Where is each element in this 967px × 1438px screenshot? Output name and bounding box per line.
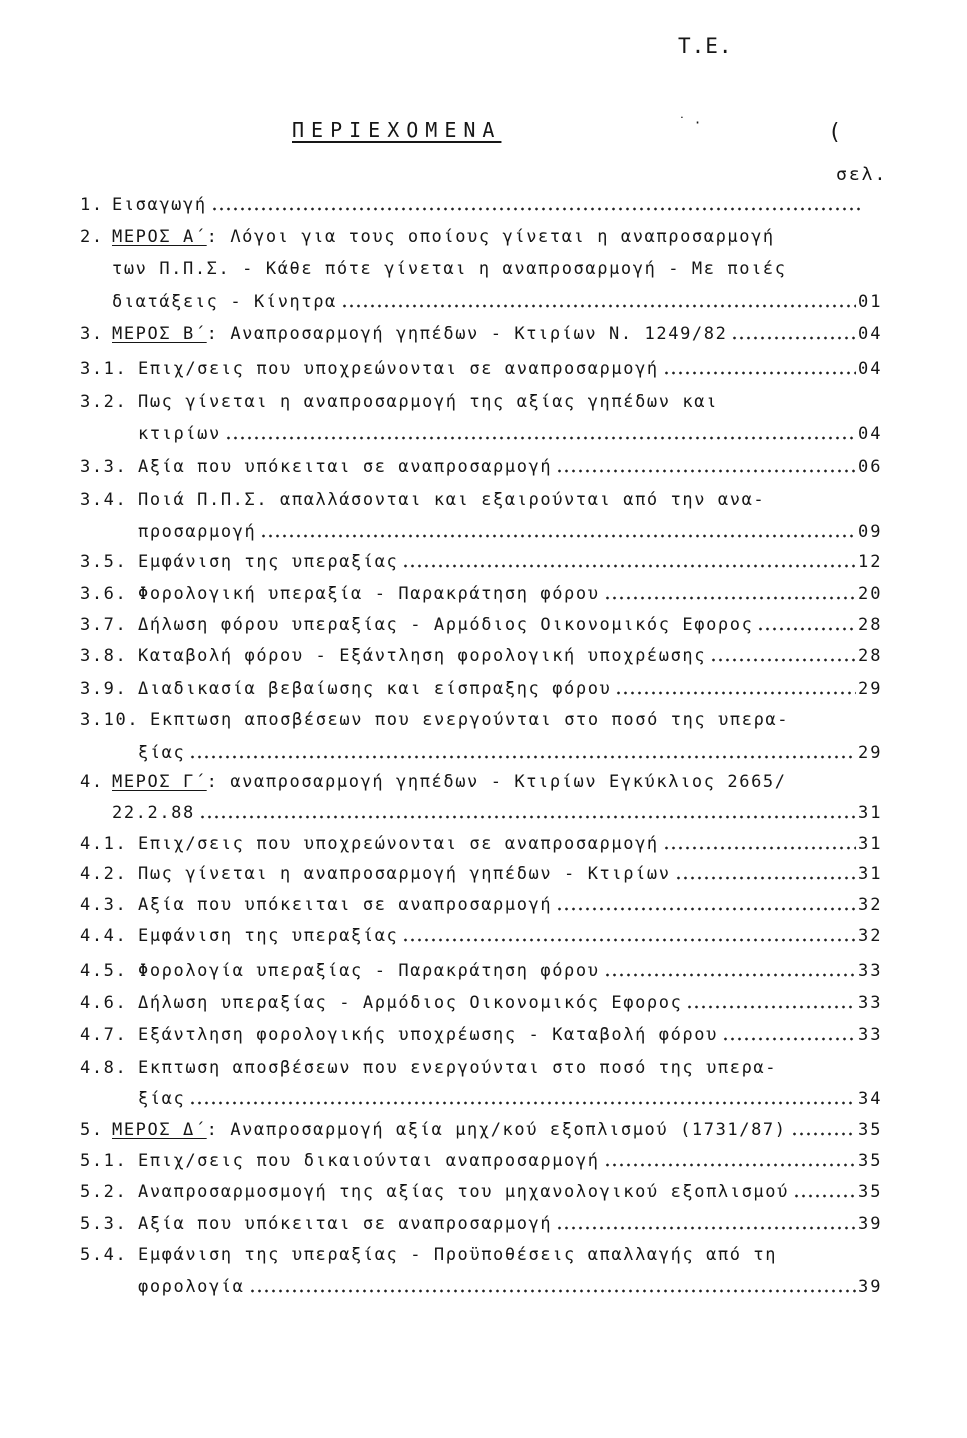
toc-entry-number: 4.6. [80, 993, 128, 1013]
toc-entry-title: : Λόγοι για τους οποίους γίνεται η αναπροσαρμογή [206, 227, 775, 247]
toc-entry-number: 3.6. [80, 584, 128, 604]
toc-part-heading: ΜΕΡΟΣ Β΄ [112, 324, 207, 344]
toc-entry-title: : Αναπροσαρμογή γηπέδων - Κτιρίων Ν. 1249/82 [206, 324, 728, 344]
page-title: ΠΕΡΙΕΧΟΜΕΝΑ [292, 118, 502, 142]
toc-entry-title: Αναπροσαρμοσμογή της αξίας του μηχανολογικού εξοπλισμού [138, 1182, 789, 1202]
toc-entry-title: ξίας [138, 1089, 186, 1109]
toc-page-number: 32 [858, 926, 883, 946]
toc-entry [0, 1243, 967, 1267]
toc-entry [0, 1149, 967, 1173]
toc-entry [0, 1087, 967, 1111]
dot-leader [189, 755, 856, 759]
toc-entry-number: 4.3. [80, 895, 128, 915]
toc-page-number: 39 [858, 1277, 883, 1297]
dot-leader [199, 815, 856, 819]
toc-entry-title: Διαδικασία βεβαίωσης και είσπραξης φόρου [138, 679, 612, 699]
toc-entry-number: 3.5. [80, 552, 128, 572]
dot-leader [604, 1163, 856, 1167]
toc-entry-title: Εμφάνιση της υπεραξίας [138, 552, 399, 572]
dot-leader [793, 1194, 856, 1198]
toc-entry [0, 193, 967, 217]
toc-page-number: 29 [858, 743, 883, 763]
toc-entry-number: 5.1. [80, 1151, 128, 1171]
dot-leader [604, 973, 856, 977]
toc-entry-title: : Αναπροσαρμογή αξία μηχ/κού εξοπλισμού (1731/87) [206, 1120, 787, 1140]
toc-entry [0, 390, 967, 414]
toc-entry-title: Εξάντληση φορολογικής υποχρέωσης - Καταβολή φόρου [138, 1025, 718, 1045]
toc-entry [0, 708, 967, 732]
toc-entry-title: Αξία που υπόκειται σε αναπροσαρμογή [138, 895, 553, 915]
toc-page-number: 39 [858, 1214, 883, 1234]
toc-page-number: 28 [858, 615, 883, 635]
toc-entry-number: 2. [80, 227, 104, 247]
toc-page-number: 31 [858, 803, 883, 823]
toc-entry [0, 1023, 967, 1047]
toc-page-number: 35 [858, 1120, 883, 1140]
toc-entry-title: Εμφάνιση της υπεραξίας - Προϋποθέσεις απαλλαγής από τη [138, 1245, 778, 1265]
toc-entry [0, 1118, 967, 1142]
dot-leader [341, 304, 856, 308]
toc-page-number: 01 [858, 292, 883, 312]
dot-leader [556, 1226, 856, 1230]
dot-leader [189, 1101, 856, 1105]
toc-page-number: 20 [858, 584, 883, 604]
toc-entry [0, 770, 967, 794]
dot-leader [615, 691, 856, 695]
toc-page-number: 04 [858, 324, 883, 344]
toc-entry-number: 5.4. [80, 1245, 128, 1265]
toc-entry [0, 644, 967, 668]
dot-leader [556, 469, 856, 473]
toc-entry [0, 322, 967, 346]
toc-entry-title: Επιχ/σεις που δικαιούνται αναπροσαρμογή [138, 1151, 600, 1171]
toc-entry-number: 3.10. [80, 710, 140, 730]
toc-entry-title: Φορολογική υπεραξία - Παρακράτηση φόρου [138, 584, 600, 604]
toc-entry-number: 1. [80, 195, 104, 215]
toc-entry [0, 357, 967, 381]
page-corner-mark: Τ.Ε. [678, 34, 733, 58]
toc-entry [0, 832, 967, 856]
toc-entry [0, 550, 967, 574]
toc-entry-title: 22.2.88 [112, 803, 195, 823]
toc-entry-number: 4.7. [80, 1025, 128, 1045]
toc-entry [0, 1275, 967, 1299]
toc-page-number: 09 [858, 522, 883, 542]
dot-leader [604, 596, 856, 600]
toc-page-number: 35 [858, 1182, 883, 1202]
toc-entry-title: Καταβολή φόρου - Εξάντληση φορολογική υποχρέωσης [138, 646, 707, 666]
toc-entry-number: 3.7. [80, 615, 128, 635]
toc-entry-title: Δήλωση φόρου υπεραξίας - Αρμόδιος Οικονομικός Εφορος [138, 615, 754, 635]
toc-entry-title: Πως γίνεται η αναπροσαρμογή της αξίας γηπέδων και [138, 392, 718, 412]
toc-entry [0, 741, 967, 765]
toc-entry-number: 4. [80, 772, 104, 792]
toc-entry-number: 5. [80, 1120, 104, 1140]
toc-part-heading: ΜΕΡΟΣ Α΄ [112, 227, 207, 247]
dot-leader [675, 876, 856, 880]
toc-page-number: 29 [858, 679, 883, 699]
toc-entry-number: 3.3. [80, 457, 128, 477]
toc-entry [0, 613, 967, 637]
toc-entry-title: Επιχ/σεις που υποχρεώνονται σε αναπροσαρμογή [138, 359, 659, 379]
toc-entry [0, 862, 967, 886]
toc-page-number: 31 [858, 834, 883, 854]
toc-entry-title: διατάξεις - Κίνητρα [112, 292, 337, 312]
toc-entry-title: Εμφάνιση της υπεραξίας [138, 926, 399, 946]
toc-entry-number: 3.9. [80, 679, 128, 699]
toc-entry-title: Πως γίνεται η αναπροσαρμογή γηπέδων - Κτιρίων [138, 864, 671, 884]
dot-leader [757, 627, 856, 631]
toc-page-number: 33 [858, 1025, 883, 1045]
dot-leader [225, 436, 856, 440]
toc-entry-number: 3.2. [80, 392, 128, 412]
toc-entry [0, 801, 967, 825]
toc-entry [0, 225, 967, 249]
dot-leader [260, 534, 856, 538]
toc-entry [0, 959, 967, 983]
toc-entry-number: 4.2. [80, 864, 128, 884]
dot-leader [402, 564, 856, 568]
toc-entry [0, 1056, 967, 1080]
toc-entry [0, 677, 967, 701]
toc-entry-title: Φορολογία υπεραξίας - Παρακράτηση φόρου [138, 961, 600, 981]
dot-leader [211, 207, 864, 211]
toc-entry [0, 991, 967, 1015]
dot-leader [686, 1005, 856, 1009]
toc-page-number: 34 [858, 1089, 883, 1109]
toc-entry-number: 4.4. [80, 926, 128, 946]
toc-entry-number: 4.1. [80, 834, 128, 854]
toc-entry-number: 3.4. [80, 490, 128, 510]
toc-entry [0, 422, 967, 446]
dot-leader [663, 846, 856, 850]
dot-leader [402, 938, 856, 942]
toc-entry-title: Επιχ/σεις που υποχρεώνονται σε αναπροσαρμογή [138, 834, 659, 854]
toc-entry-title: φορολογία [138, 1277, 245, 1297]
toc-entry-title: Αξία που υπόκειται σε αναπροσαρμογή [138, 457, 553, 477]
stray-parenthesis: ( [828, 120, 842, 145]
toc-part-heading: ΜΕΡΟΣ Γ΄ [112, 772, 207, 792]
toc-part-heading: ΜΕΡΟΣ Δ΄ [112, 1120, 207, 1140]
toc-entry [0, 1180, 967, 1204]
toc-entry [0, 290, 967, 314]
toc-entry-title: Εισαγωγή [112, 195, 207, 215]
dot-leader [722, 1037, 856, 1041]
toc-entry-title: ξίας [138, 743, 186, 763]
toc-page-number: 12 [858, 552, 883, 572]
toc-entry-number: 3.1. [80, 359, 128, 379]
toc-entry-number: 3.8. [80, 646, 128, 666]
dot-leader [710, 658, 856, 662]
stray-marks: ˙ · [678, 116, 702, 131]
toc-entry-title: Εκπτωση αποσβέσεων που ενεργούνται στο ποσό της υπερα- [150, 710, 790, 730]
toc-entry-title: Δήλωση υπεραξίας - Αρμόδιος Οικονομικός Εφορος [138, 993, 683, 1013]
dot-leader [731, 336, 856, 340]
toc-entry-number: 4.8. [80, 1058, 128, 1078]
toc-page-number: 33 [858, 961, 883, 981]
toc-entry [0, 455, 967, 479]
dot-leader [556, 907, 856, 911]
toc-page-number: 31 [858, 864, 883, 884]
dot-leader [663, 371, 856, 375]
dot-leader [249, 1289, 856, 1293]
toc-page-number: 06 [858, 457, 883, 477]
toc-entry [0, 582, 967, 606]
toc-entry-title: : αναπροσαρμογή γηπέδων - Κτιρίων Εγκύκλιος 2665/ [206, 772, 787, 792]
toc-entry-number: 3. [80, 324, 104, 344]
toc-entry [0, 520, 967, 544]
dot-leader [791, 1132, 856, 1136]
toc-entry-title: Αξία που υπόκειται σε αναπροσαρμογή [138, 1214, 553, 1234]
toc-entry [0, 924, 967, 948]
toc-entry-number: 4.5. [80, 961, 128, 981]
page-column-label: σελ. [836, 164, 888, 185]
toc-entry-title: προσαρμογή [138, 522, 257, 542]
toc-entry-number: 5.3. [80, 1214, 128, 1234]
toc-entry [0, 1212, 967, 1236]
toc-entry-title: κτιρίων [138, 424, 221, 444]
toc-page-number: 04 [858, 424, 883, 444]
toc-entry-title: Εκπτωση αποσβέσεων που ενεργούνται στο ποσό της υπερα- [138, 1058, 778, 1078]
toc-page-number: 33 [858, 993, 883, 1013]
toc-entry [0, 257, 967, 281]
toc-page-number: 35 [858, 1151, 883, 1171]
toc-page-number: 04 [858, 359, 883, 379]
toc-entry-title: των Π.Π.Σ. - Κάθε πότε γίνεται η αναπροσαρμογή - Με ποιές [112, 259, 787, 279]
toc-entry [0, 893, 967, 917]
toc-page-number: 32 [858, 895, 883, 915]
toc-entry-title: Ποιά Π.Π.Σ. απαλλάσονται και εξαιρούνται από την ανα- [138, 490, 766, 510]
toc-entry [0, 488, 967, 512]
toc-entry-number: 5.2. [80, 1182, 128, 1202]
toc-page-number: 28 [858, 646, 883, 666]
